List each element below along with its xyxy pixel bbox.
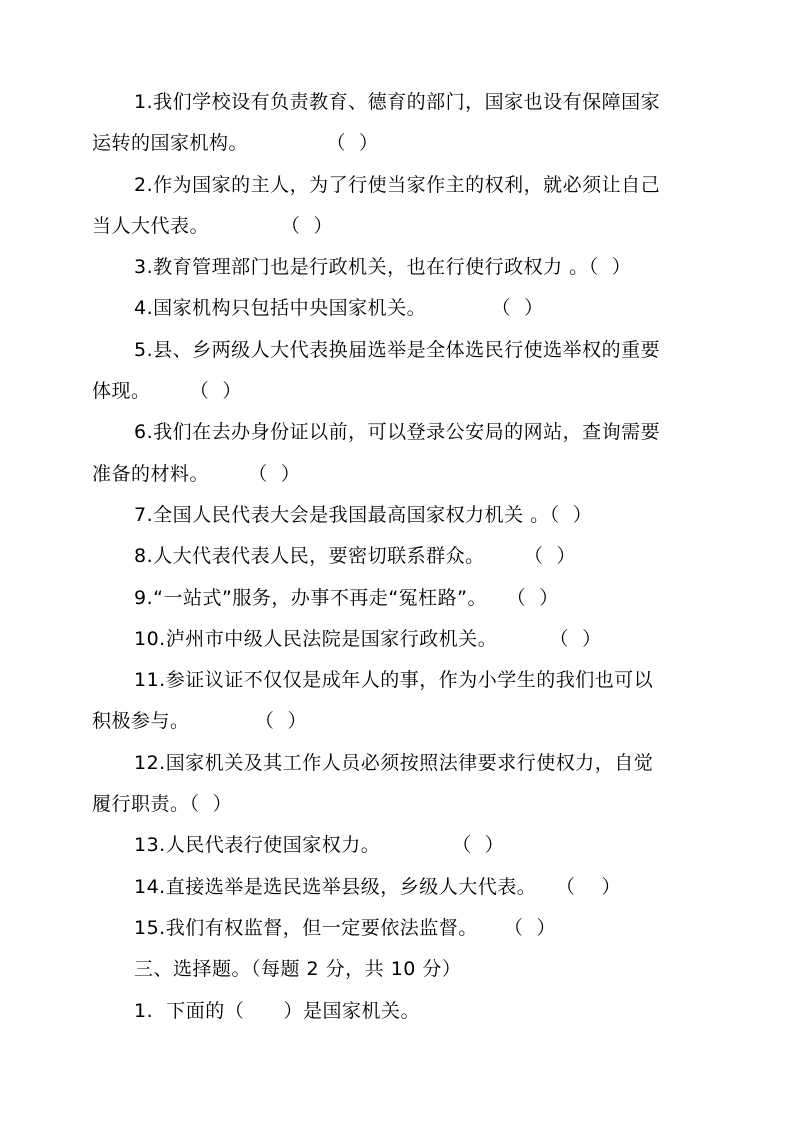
question-9 [92,578,704,619]
question-1 [92,82,704,165]
question-list [92,82,704,1032]
question-text: 14.直接选举是选民选举县级，乡级人大代表。 （ ） [134,875,621,898]
question-13 [92,825,704,866]
question-text: 4.国家机构只包括中央国家机关。 （ ） [134,297,544,320]
question-8 [92,536,704,577]
question-text: 15.我们有权监督，但一定要依法监督。 （ ） [134,916,556,939]
question-text: 9.“一站式”服务，办事不再走“冤枉路”。 （ ） [134,586,559,609]
question-3 [92,247,704,288]
question-2 [92,165,704,248]
section-heading: 三、选择题。（每题 2 分，共 10 分） [134,958,462,981]
choice-question-1: 1. 下面的（ ）是国家机关。 [134,999,420,1022]
question-text: 13.人民代表行使国家权力。 （ ） [134,834,505,857]
question-text: 5.县、乡两级人大代表换届选举是全体选民行使选举权的重要 [134,338,661,361]
question-5 [92,330,704,413]
question-12 [92,743,704,826]
question-text: 当人大代表。 （ ） [92,214,334,237]
question-text: 6.我们在去办身份证以前，可以登录公安局的网站，查询需要 [134,421,661,444]
question-text: 8.人大代表代表人民，要密切联系群众。 （ ） [134,545,576,568]
question-text: 体现。 （ ） [92,380,242,403]
question-text: 10.泸州市中级人民法院是国家行政机关。 （ ） [134,627,602,650]
question-text: 准备的材料。 （ ） [92,462,301,485]
question-text: 12.国家机关及其工作人员必须按照法律要求行使权力，自觉 [134,751,654,774]
question-text: 1.我们学校设有负责教育、德育的部门，国家也设有保障国家 [134,91,661,113]
question-text: 3.教育管理部门也是行政机关，也在行使行政权力 。（ ） [134,256,632,279]
question-10 [92,619,704,660]
question-14 [92,867,704,908]
question-6 [92,412,704,495]
question-15 [92,908,704,949]
question-4 [92,288,704,329]
question-text: 7.全国人民代表大会是我国最高国家权力机关 。（ ） [134,503,593,526]
question-text: 积极参与。 （ ） [92,710,307,733]
question-text: 2.作为国家的主人，为了行使当家作主的权利，就必须让自己 [134,173,661,196]
question-11 [92,660,704,743]
question-7 [92,495,704,536]
question-text: 运转的国家机构。 （ ） [92,132,379,155]
question-text: 履行职责。（ ） [92,793,233,816]
question-text: 11.参证议证不仅仅是成年人的事，作为小学生的我们也可以 [134,669,654,692]
section-three [92,949,704,1032]
